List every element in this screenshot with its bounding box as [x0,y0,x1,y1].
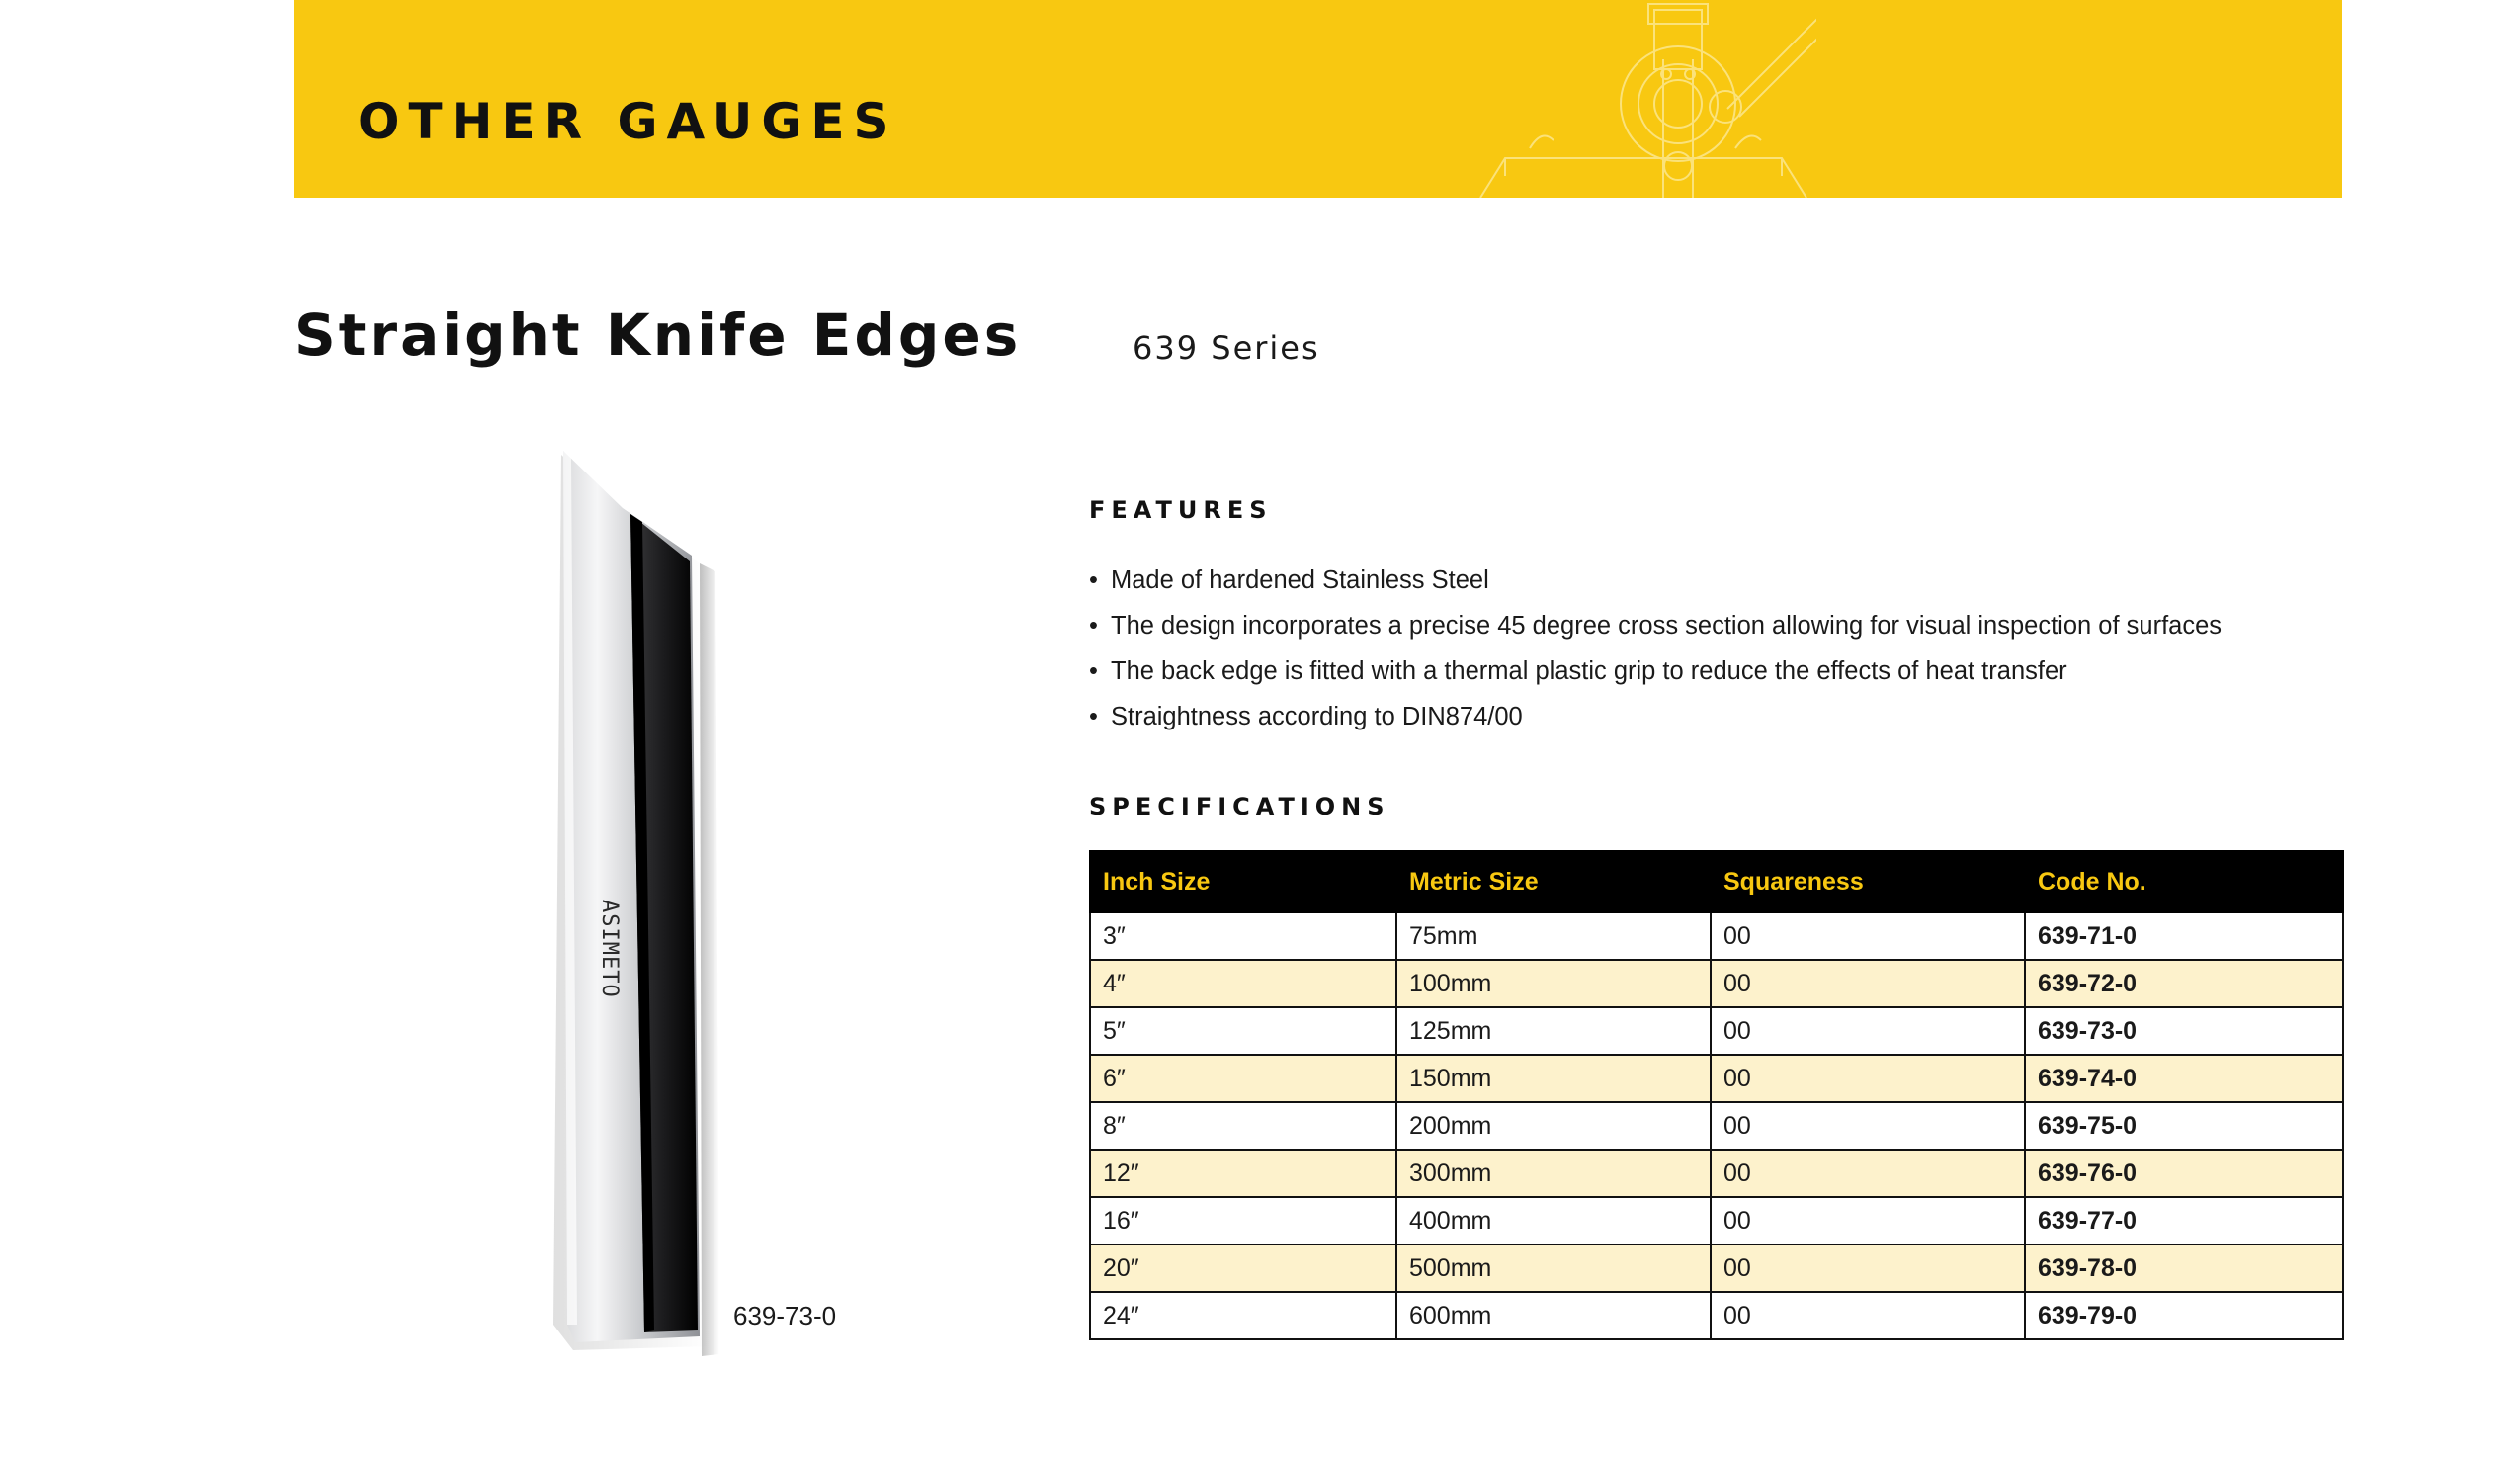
specifications-table [1089,850,2344,1340]
list-item: • Straightness according to DIN874/00 [1089,703,1523,730]
inch-size-cell: 8″ [1090,1102,1396,1150]
image-caption: 639-73-0 [733,1301,837,1330]
inch-size-cell: 12″ [1090,1150,1396,1197]
squareness-cell: 00 [1711,912,2025,960]
list-item: • The design incorporates a precise 45 degree cross section allowing for visual inspection of surfaces [1089,612,2223,640]
table-row [1090,960,2343,1007]
squareness-cell: 00 [1711,1055,2025,1102]
metric-size-cell: 75mm [1396,912,1711,960]
code-number-cell: 639-73-0 [2025,1007,2343,1055]
metric-size-cell: 100mm [1396,960,1711,1007]
table-row [1090,1102,2343,1150]
inch-size-cell: 6″ [1090,1055,1396,1102]
metric-size-cell: 500mm [1396,1244,1711,1292]
list-item: • Made of hardened Stainless Steel [1089,566,1489,594]
squareness-cell: 00 [1711,1007,2025,1055]
product-brand-text: ASIMETO [597,900,622,998]
metric-size-cell: 150mm [1396,1055,1711,1102]
table-row [1090,1007,2343,1055]
code-number-cell: 639-77-0 [2025,1197,2343,1244]
table-row [1090,1055,2343,1102]
inch-size-cell: 16″ [1090,1197,1396,1244]
squareness-cell: 00 [1711,960,2025,1007]
squareness-cell: 00 [1711,1197,2025,1244]
squareness-cell: 00 [1711,1292,2025,1339]
code-number-cell: 639-79-0 [2025,1292,2343,1339]
banner-title: OTHER GAUGES [358,93,898,150]
column-header: Metric Size [1396,851,1711,912]
metric-size-cell: 400mm [1396,1197,1711,1244]
table-row [1090,912,2343,960]
inch-size-cell: 5″ [1090,1007,1396,1055]
series-label: 639 Series [1133,329,1320,367]
code-number-cell: 639-72-0 [2025,960,2343,1007]
code-number-cell: 639-76-0 [2025,1150,2343,1197]
column-header: Squareness [1711,851,2025,912]
squareness-cell: 00 [1711,1244,2025,1292]
code-number-cell: 639-74-0 [2025,1055,2343,1102]
inch-size-cell: 3″ [1090,912,1396,960]
list-item: • The back edge is fitted with a thermal plastic grip to reduce the effects of heat transfer [1089,657,2067,685]
specifications-heading: SPECIFICATIONS [1089,793,1390,820]
features-list [1089,558,2222,739]
knife-edge-product-image [534,435,751,1384]
header-banner [294,0,2342,198]
features-heading: FEATURES [1089,496,1273,524]
inch-size-cell: 4″ [1090,960,1396,1007]
metric-size-cell: 125mm [1396,1007,1711,1055]
inch-size-cell: 24″ [1090,1292,1396,1339]
table-row [1090,1197,2343,1244]
column-header: Inch Size [1090,851,1396,912]
table-header-row [1090,851,2343,912]
gauge-line-art-icon [1461,0,1816,198]
table-row [1090,1150,2343,1197]
metric-size-cell: 300mm [1396,1150,1711,1197]
code-number-cell: 639-71-0 [2025,912,2343,960]
squareness-cell: 00 [1711,1102,2025,1150]
table-row [1090,1244,2343,1292]
metric-size-cell: 600mm [1396,1292,1711,1339]
product-title: Straight Knife Edges [294,301,1022,369]
code-number-cell: 639-78-0 [2025,1244,2343,1292]
metric-size-cell: 200mm [1396,1102,1711,1150]
table-row [1090,1292,2343,1339]
squareness-cell: 00 [1711,1150,2025,1197]
code-number-cell: 639-75-0 [2025,1102,2343,1150]
column-header: Code No. [2025,851,2343,912]
inch-size-cell: 20″ [1090,1244,1396,1292]
